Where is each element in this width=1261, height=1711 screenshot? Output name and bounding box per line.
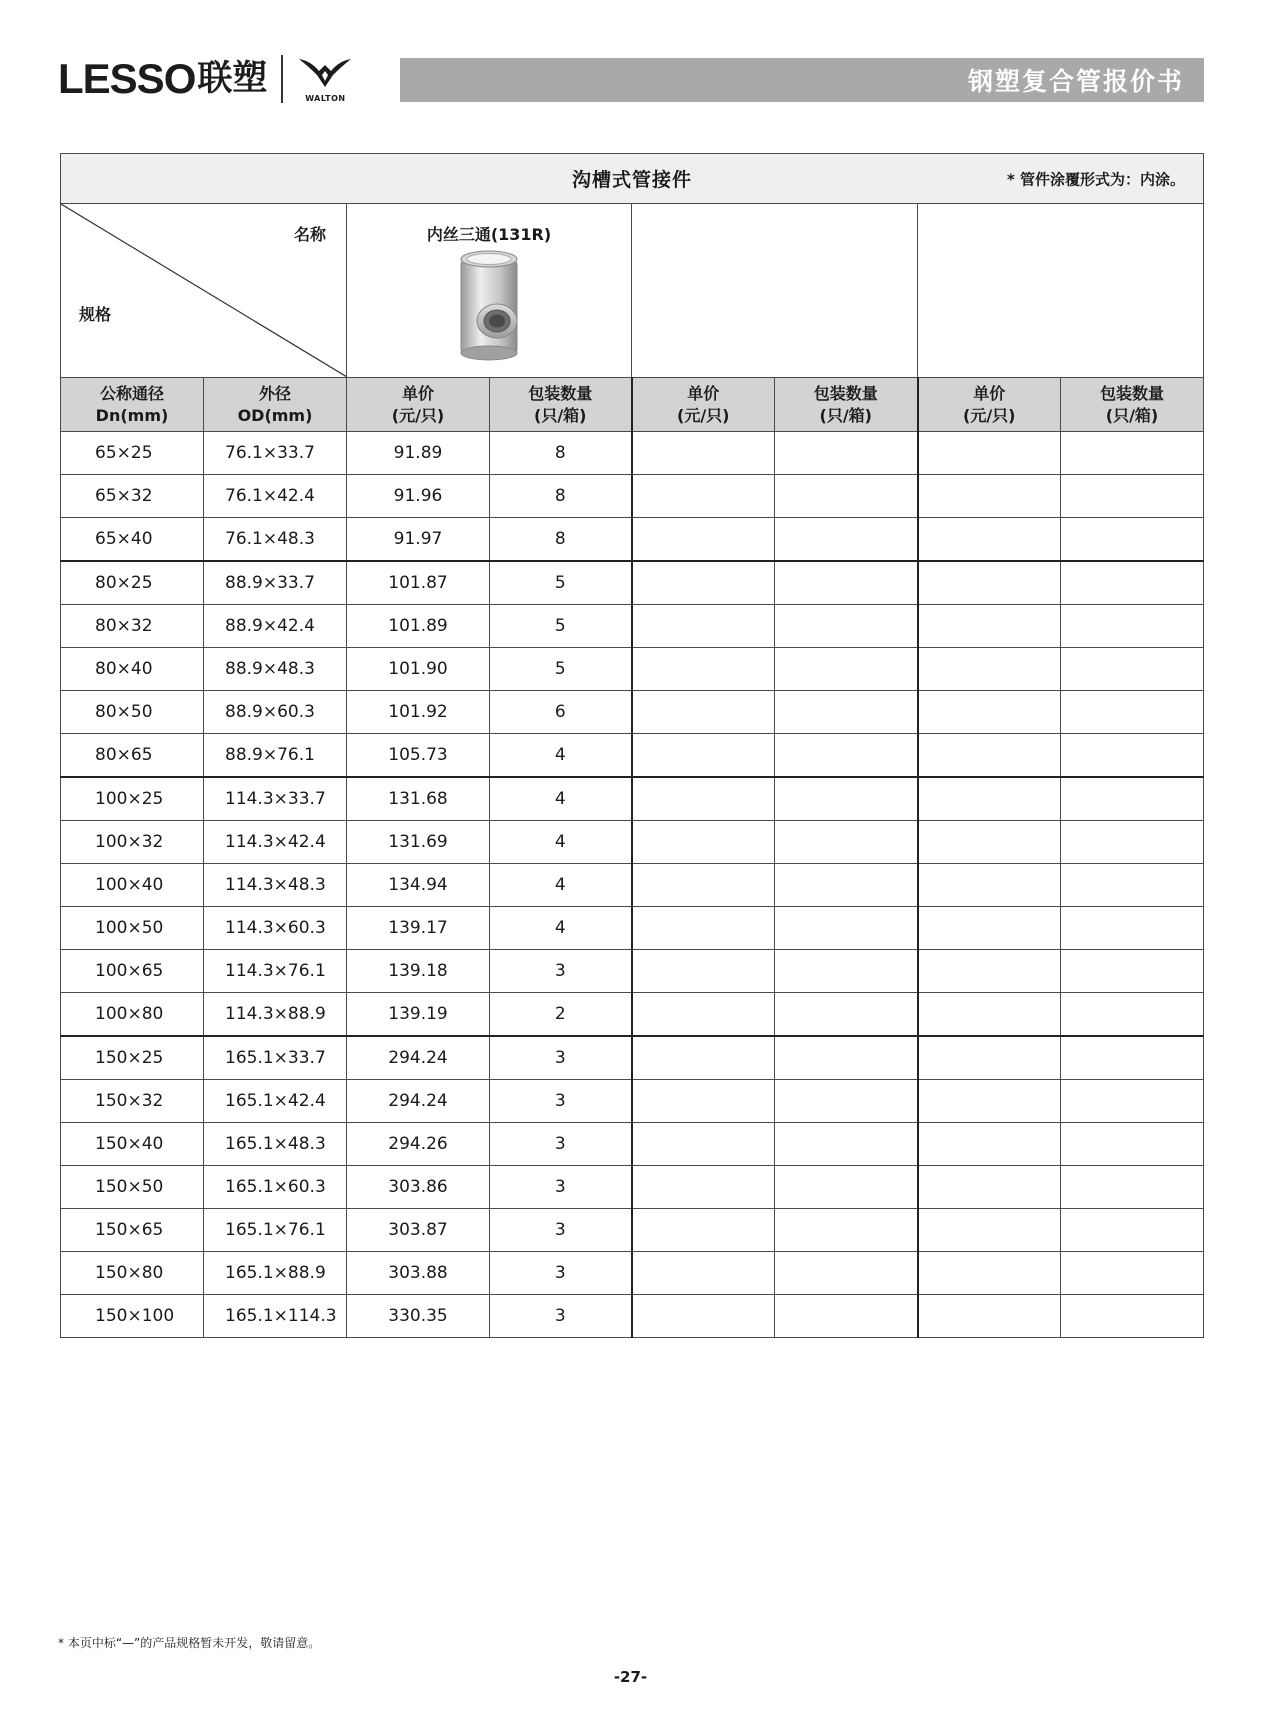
od-header-line2: OD(mm) — [237, 405, 313, 425]
od-cell: 165.1×33.7 — [204, 1036, 347, 1080]
dn-cell: 150×65 — [61, 1209, 204, 1252]
price-cell: 134.94 — [347, 864, 490, 907]
od-cell: 165.1×88.9 — [204, 1252, 347, 1295]
empty-cell — [918, 1295, 1061, 1338]
empty-cell — [1061, 1036, 1204, 1080]
empty-cell — [632, 1036, 775, 1080]
price-cell: 303.86 — [347, 1166, 490, 1209]
price-cell: 294.24 — [347, 1080, 490, 1123]
table-row — [61, 993, 1204, 1037]
price-cell: 139.19 — [347, 993, 490, 1037]
brand-chinese: 联塑 — [197, 58, 268, 99]
qty-cell: 3 — [490, 1252, 632, 1295]
price-cell: 303.88 — [347, 1252, 490, 1295]
empty-cell — [775, 993, 918, 1037]
dn-cell: 80×40 — [61, 648, 204, 691]
empty-cell — [632, 777, 775, 821]
price-header-3 — [918, 378, 1061, 432]
od-cell: 114.3×33.7 — [204, 777, 347, 821]
empty-cell — [1061, 561, 1204, 605]
empty-cell — [1061, 777, 1204, 821]
empty-cell — [632, 734, 775, 778]
dn-cell: 100×65 — [61, 950, 204, 993]
empty-cell — [918, 1036, 1061, 1080]
empty-cell — [1061, 691, 1204, 734]
empty-product-cell-3 — [918, 204, 1204, 378]
empty-cell — [918, 475, 1061, 518]
od-header — [204, 378, 347, 432]
product-header-row — [61, 204, 1204, 378]
table-row — [61, 1080, 1204, 1123]
name-label: 名称 — [293, 225, 326, 244]
price-header-line1: 单价 — [973, 383, 1006, 403]
qty-cell: 3 — [490, 1295, 632, 1338]
empty-cell — [775, 1295, 918, 1338]
empty-cell — [775, 605, 918, 648]
empty-cell — [775, 1166, 918, 1209]
brand-latin: LESSO — [58, 55, 196, 102]
empty-cell — [632, 561, 775, 605]
empty-cell — [918, 734, 1061, 778]
qty-cell: 3 — [490, 1036, 632, 1080]
empty-cell — [775, 561, 918, 605]
empty-cell — [1061, 518, 1204, 562]
table-title-cell — [61, 154, 1204, 204]
dn-cell: 80×32 — [61, 605, 204, 648]
footnote: * 本页中标“—”的产品规格暂未开发，敬请留意。 — [58, 1636, 321, 1650]
coating-note: * 管件涂覆形式为：内涂。 — [1006, 170, 1186, 188]
od-cell: 76.1×42.4 — [204, 475, 347, 518]
empty-cell — [1061, 648, 1204, 691]
price-header-line2: (元/只) — [391, 405, 445, 425]
od-cell: 88.9×42.4 — [204, 605, 347, 648]
empty-cell — [918, 561, 1061, 605]
empty-cell — [918, 605, 1061, 648]
walton-emblem-icon — [297, 55, 353, 93]
dn-header — [61, 378, 204, 432]
qty-cell: 3 — [490, 1166, 632, 1209]
column-header-row — [61, 378, 1204, 432]
dn-cell: 65×32 — [61, 475, 204, 518]
dn-cell: 150×32 — [61, 1080, 204, 1123]
empty-cell — [1061, 605, 1204, 648]
dn-cell: 80×65 — [61, 734, 204, 778]
empty-cell — [775, 1080, 918, 1123]
od-cell: 114.3×48.3 — [204, 864, 347, 907]
od-cell: 114.3×60.3 — [204, 907, 347, 950]
dn-cell: 150×25 — [61, 1036, 204, 1080]
empty-cell — [632, 993, 775, 1037]
empty-cell — [775, 1209, 918, 1252]
qty-cell: 6 — [490, 691, 632, 734]
od-cell: 114.3×42.4 — [204, 821, 347, 864]
qty-header-line2: (只/箱) — [1105, 405, 1159, 425]
empty-cell — [1061, 1209, 1204, 1252]
qty-header-line1: 包装数量 — [528, 383, 593, 403]
dn-cell: 150×80 — [61, 1252, 204, 1295]
price-table — [60, 153, 1204, 1338]
empty-cell — [632, 475, 775, 518]
dn-cell: 100×80 — [61, 993, 204, 1037]
page-number: -27- — [613, 1668, 648, 1686]
dn-cell: 65×40 — [61, 518, 204, 562]
table-row — [61, 1209, 1204, 1252]
empty-cell — [918, 907, 1061, 950]
price-cell: 101.90 — [347, 648, 490, 691]
empty-cell — [632, 1123, 775, 1166]
price-cell: 101.89 — [347, 605, 490, 648]
dn-header-line1: 公称通径 — [99, 383, 164, 403]
empty-cell — [775, 864, 918, 907]
table-row — [61, 518, 1204, 562]
empty-cell — [1061, 432, 1204, 475]
qty-cell: 5 — [490, 561, 632, 605]
empty-cell — [775, 475, 918, 518]
empty-cell — [1061, 1166, 1204, 1209]
qty-header-3 — [1061, 378, 1204, 432]
empty-cell — [632, 432, 775, 475]
empty-cell — [775, 1036, 918, 1080]
table-row — [61, 1036, 1204, 1080]
od-cell: 88.9×76.1 — [204, 734, 347, 778]
table-row — [61, 1166, 1204, 1209]
brand-divider — [281, 55, 283, 103]
empty-cell — [632, 1252, 775, 1295]
document-title: 钢塑复合管报价书 — [967, 67, 1184, 96]
qty-cell: 4 — [490, 821, 632, 864]
empty-cell — [918, 864, 1061, 907]
empty-product-cell-2 — [632, 204, 918, 378]
od-cell: 165.1×42.4 — [204, 1080, 347, 1123]
qty-cell: 3 — [490, 1123, 632, 1166]
empty-cell — [775, 777, 918, 821]
empty-cell — [775, 1252, 918, 1295]
qty-cell: 4 — [490, 734, 632, 778]
price-header-line1: 单价 — [687, 383, 720, 403]
od-cell: 165.1×114.3 — [204, 1295, 347, 1338]
table-row — [61, 777, 1204, 821]
empty-cell — [775, 950, 918, 993]
empty-cell — [632, 648, 775, 691]
table-title: 沟槽式管接件 — [572, 169, 693, 191]
od-cell: 114.3×88.9 — [204, 993, 347, 1037]
table-row — [61, 691, 1204, 734]
od-cell: 165.1×60.3 — [204, 1166, 347, 1209]
price-cell: 294.26 — [347, 1123, 490, 1166]
empty-cell — [632, 821, 775, 864]
walton-wordmark: WALTON — [305, 94, 346, 103]
empty-cell — [918, 777, 1061, 821]
qty-cell: 4 — [490, 777, 632, 821]
od-cell: 165.1×76.1 — [204, 1209, 347, 1252]
empty-cell — [775, 907, 918, 950]
qty-cell: 3 — [490, 1209, 632, 1252]
empty-cell — [1061, 1252, 1204, 1295]
empty-cell — [918, 691, 1061, 734]
price-cell: 139.17 — [347, 907, 490, 950]
empty-cell — [918, 1209, 1061, 1252]
qty-header-line1: 包装数量 — [813, 383, 878, 403]
od-cell: 76.1×33.7 — [204, 432, 347, 475]
brand-logo — [58, 54, 355, 104]
qty-cell: 3 — [490, 1080, 632, 1123]
od-cell: 88.9×48.3 — [204, 648, 347, 691]
empty-cell — [918, 821, 1061, 864]
od-cell: 88.9×33.7 — [204, 561, 347, 605]
price-cell: 105.73 — [347, 734, 490, 778]
empty-cell — [632, 1295, 775, 1338]
table-row — [61, 475, 1204, 518]
empty-cell — [918, 1123, 1061, 1166]
qty-cell: 3 — [490, 950, 632, 993]
table-row — [61, 605, 1204, 648]
price-cell: 330.35 — [347, 1295, 490, 1338]
price-cell: 139.18 — [347, 950, 490, 993]
qty-cell: 8 — [490, 432, 632, 475]
qty-cell: 8 — [490, 518, 632, 562]
price-cell: 91.89 — [347, 432, 490, 475]
price-header-line1: 单价 — [401, 383, 434, 403]
od-cell: 165.1×48.3 — [204, 1123, 347, 1166]
dn-cell: 100×25 — [61, 777, 204, 821]
empty-cell — [918, 432, 1061, 475]
empty-cell — [632, 1209, 775, 1252]
empty-cell — [918, 648, 1061, 691]
table-row — [61, 907, 1204, 950]
qty-header-line2: (只/箱) — [534, 405, 587, 425]
empty-cell — [1061, 475, 1204, 518]
table-title-row — [61, 154, 1204, 204]
empty-cell — [632, 907, 775, 950]
dn-cell: 150×50 — [61, 1166, 204, 1209]
product-name: 内丝三通(131R) — [426, 225, 552, 244]
empty-cell — [775, 734, 918, 778]
price-cell: 303.87 — [347, 1209, 490, 1252]
empty-cell — [775, 432, 918, 475]
empty-cell — [1061, 1123, 1204, 1166]
empty-cell — [632, 1080, 775, 1123]
qty-cell: 5 — [490, 648, 632, 691]
empty-cell — [632, 864, 775, 907]
empty-cell — [918, 518, 1061, 562]
table-row — [61, 561, 1204, 605]
table-row — [61, 864, 1204, 907]
empty-cell — [1061, 950, 1204, 993]
qty-header-line1: 包装数量 — [1100, 383, 1165, 403]
price-cell: 131.68 — [347, 777, 490, 821]
qty-header-2 — [775, 378, 918, 432]
qty-cell: 5 — [490, 605, 632, 648]
table-row — [61, 950, 1204, 993]
tee-fitting-icon — [451, 249, 527, 361]
dn-cell: 100×40 — [61, 864, 204, 907]
od-cell: 76.1×48.3 — [204, 518, 347, 562]
empty-cell — [775, 1123, 918, 1166]
dn-cell: 80×50 — [61, 691, 204, 734]
empty-cell — [632, 691, 775, 734]
od-header-line1: 外径 — [258, 383, 291, 403]
diagonal-header-cell — [61, 204, 347, 378]
empty-cell — [775, 648, 918, 691]
empty-cell — [1061, 1080, 1204, 1123]
price-header-1 — [347, 378, 490, 432]
dn-cell: 80×25 — [61, 561, 204, 605]
dn-header-line2: Dn(mm) — [95, 405, 169, 425]
price-cell: 91.96 — [347, 475, 490, 518]
qty-cell: 8 — [490, 475, 632, 518]
table-row — [61, 734, 1204, 778]
empty-cell — [775, 518, 918, 562]
walton-logo — [295, 55, 355, 103]
price-cell: 101.92 — [347, 691, 490, 734]
price-cell: 294.24 — [347, 1036, 490, 1080]
dn-cell: 150×40 — [61, 1123, 204, 1166]
document-title-band — [400, 58, 1204, 102]
table-row — [61, 432, 1204, 475]
table-row — [61, 1295, 1204, 1338]
empty-cell — [1061, 1295, 1204, 1338]
empty-cell — [918, 1080, 1061, 1123]
od-cell: 114.3×76.1 — [204, 950, 347, 993]
empty-cell — [918, 950, 1061, 993]
od-cell: 88.9×60.3 — [204, 691, 347, 734]
empty-cell — [632, 518, 775, 562]
price-cell: 91.97 — [347, 518, 490, 562]
table-row — [61, 821, 1204, 864]
table-row — [61, 1252, 1204, 1295]
empty-cell — [1061, 993, 1204, 1037]
price-header-2 — [632, 378, 775, 432]
price-header-line2: (元/只) — [677, 405, 730, 425]
price-header-line2: (元/只) — [963, 405, 1016, 425]
empty-cell — [632, 1166, 775, 1209]
qty-cell: 4 — [490, 907, 632, 950]
empty-cell — [632, 605, 775, 648]
table-row — [61, 648, 1204, 691]
empty-cell — [918, 1166, 1061, 1209]
price-cell: 101.87 — [347, 561, 490, 605]
qty-header-1 — [490, 378, 632, 432]
qty-header-line2: (只/箱) — [819, 405, 872, 425]
empty-cell — [1061, 864, 1204, 907]
empty-cell — [918, 993, 1061, 1037]
qty-cell: 4 — [490, 864, 632, 907]
table-row — [61, 1123, 1204, 1166]
empty-cell — [775, 691, 918, 734]
empty-cell — [918, 1252, 1061, 1295]
dn-cell: 150×100 — [61, 1295, 204, 1338]
product-cell — [347, 204, 632, 378]
empty-cell — [1061, 821, 1204, 864]
spec-label: 规格 — [79, 305, 112, 324]
empty-cell — [1061, 734, 1204, 778]
empty-cell — [775, 821, 918, 864]
dn-cell: 100×32 — [61, 821, 204, 864]
empty-cell — [632, 950, 775, 993]
table-body — [61, 432, 1204, 1338]
dn-cell: 65×25 — [61, 432, 204, 475]
qty-cell: 2 — [490, 993, 632, 1037]
dn-cell: 100×50 — [61, 907, 204, 950]
empty-cell — [1061, 907, 1204, 950]
price-cell: 131.69 — [347, 821, 490, 864]
